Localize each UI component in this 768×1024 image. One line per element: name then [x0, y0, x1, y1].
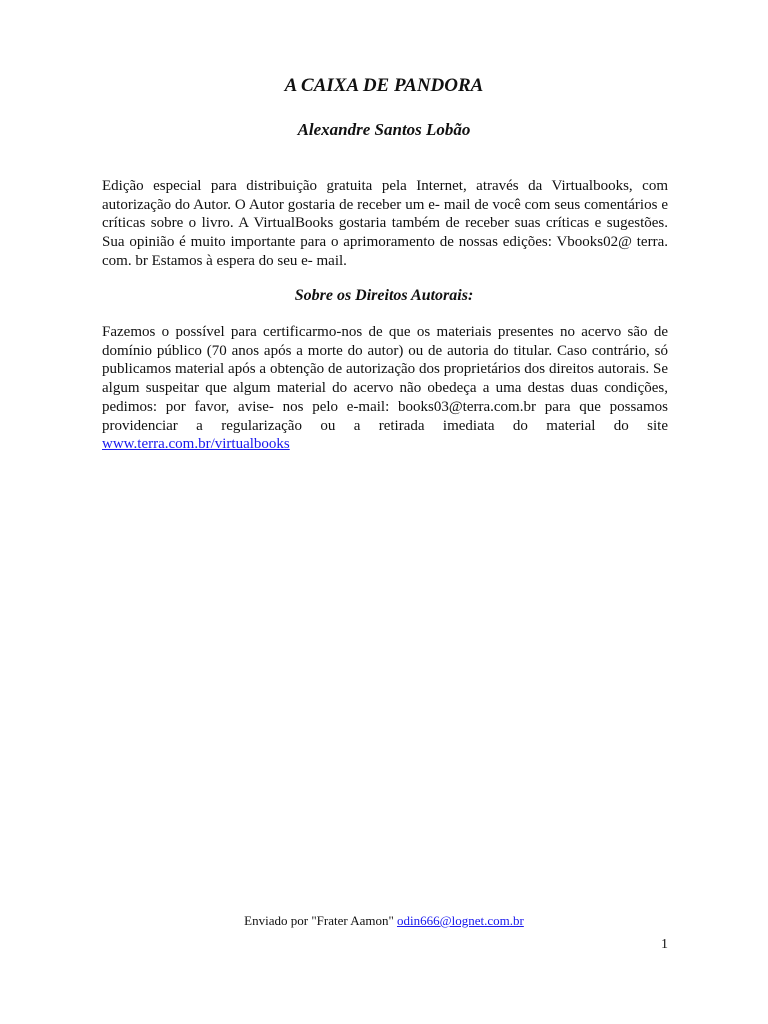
footer-credit: [0, 913, 768, 929]
rights-heading: Sobre os Direitos Autorais:: [294, 287, 474, 304]
page-number: 1: [661, 937, 668, 952]
intro-paragraph: Edição especial para distribuição gratuita pela Internet, através da Virtualbooks, com autorização do Autor. O Autor gostaria de receber um e- mail de você com seus comentários e críticas sobre o livro. A VirtualBooks gostaria também de receber suas críticas e sugestões. Sua opinião é muito importante para o aprimoramento de nossas edições: Vbooks02@ terra. com. br Estamos à espera do seu e- mail.: [102, 178, 668, 269]
document-author: Alexandre Santos Lobão: [297, 120, 471, 139]
virtualbooks-link[interactable]: www.terra.com.br/virtualbooks: [102, 436, 290, 453]
document-title: A CAIXA DE PANDORA: [284, 75, 484, 96]
footer-email-link[interactable]: odin666@lognet.com.br: [397, 913, 524, 928]
rights-paragraph-text: Fazemos o possível para certificarmo-nos de que os materiais presentes no acervo são de domínio público (70 anos após a morte do autor) ou de autoria do titular. Caso contrário, só publicamos material após a obtenção de autorização dos proprietários dos direitos autorais. Se algum suspeitar que algum material do acervo não obedeça a uma destas duas condições, pedimos: por favor, avise- nos pelo e-mail: books03@terra.com.br para que possamos providenciar a regularização ou a retirada imediata do material do site: [102, 324, 668, 434]
footer-sent-by: Enviado por "Frater Aamon": [244, 913, 398, 928]
rights-paragraph: [102, 323, 668, 454]
